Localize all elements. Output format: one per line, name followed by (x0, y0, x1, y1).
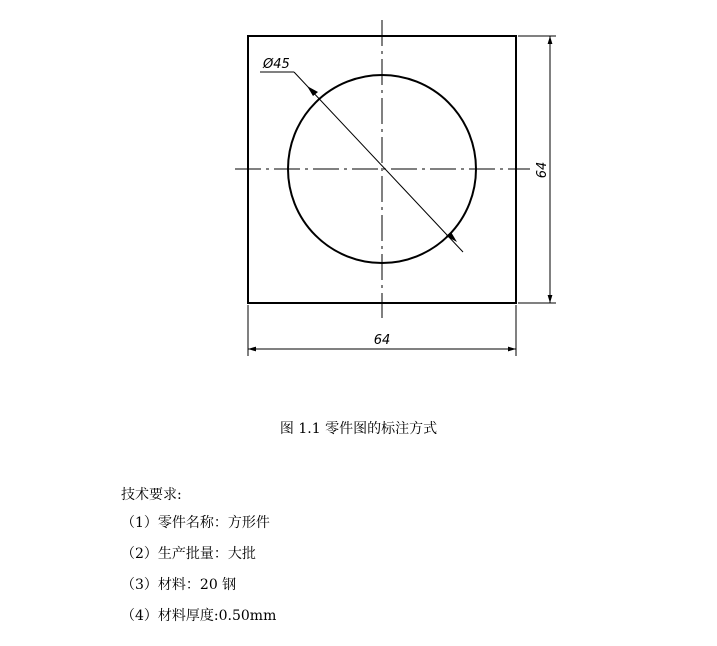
requirement-item: （4）材料厚度:0.50mm (121, 608, 277, 624)
requirement-item: （3）材料：20 钢 (121, 577, 237, 593)
requirement-item: （1）零件名称：方形件 (121, 515, 270, 531)
requirements-list (121, 514, 276, 638)
requirements-title: 技术要求: (121, 487, 182, 503)
width-label: 64 (373, 333, 391, 348)
requirement-item: （2）生产批量：大批 (121, 546, 256, 562)
diameter-leader-line (294, 72, 463, 252)
figure-caption: 图 1.1 零件图的标注方式 (279, 421, 438, 437)
height-label: 64 (535, 161, 550, 179)
diameter-arrow-upper (307, 86, 318, 96)
diameter-label: Ø45 (263, 57, 290, 72)
